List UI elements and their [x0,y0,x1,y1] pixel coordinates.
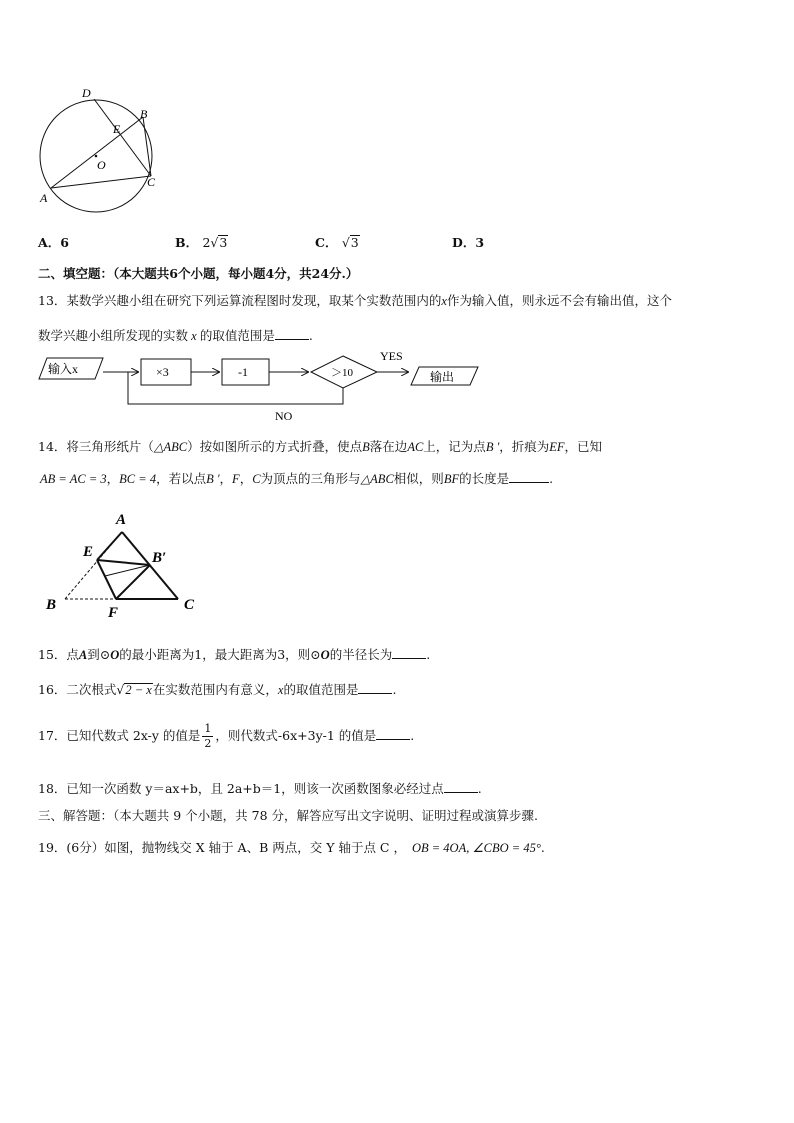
label-e: E [113,122,121,136]
answer-blank[interactable] [358,681,392,694]
q13-line1: 13．某数学兴趣小组在研究下列运算流程图时发现，取某个实数范围内的x作为输入值，则永远不会有输出值，这个 [38,293,672,308]
label-f: F [108,605,119,620]
label-b-prime: B′ [152,550,167,566]
label-o: O [97,158,106,172]
section-3-title: 三、解答题：（本大题共 9 个小题，共 78 分，解答应写出文字说明、证明过程或演算步骤. [38,808,538,823]
option-c: C． √3 [315,235,359,250]
answer-blank[interactable] [392,646,426,659]
label-c: C [184,597,195,613]
flow-no: NO [275,409,293,423]
flow-condition: ＞10 [331,367,353,379]
label-d: D [82,86,91,100]
answer-blank[interactable] [376,727,410,740]
section-2-title: 二、填空题：（本大题共6个小题，每小题4分，共24分.） [38,266,359,281]
answer-blank[interactable] [444,780,478,793]
label-b: B [140,107,148,121]
label-a: A [40,191,48,205]
q19: 19．(6分）如图，抛物线交 X 轴于 A、B 两点，交 Y 轴于点 C ， OB = 4OA, ∠CBO = 45°. [38,840,545,855]
option-a: A．6 [38,235,69,250]
label-c: C [147,175,156,189]
triangle-figure [38,508,208,620]
q13-line2: 数学兴趣小组所发现的实数 x 的取值范围是 . [38,328,313,343]
q15: 15．点A到⊙O的最小距离为1，最大距离为3，则⊙O的半径长为 . [38,647,431,662]
flow-times3: ×3 [156,365,169,379]
label-e: E [83,544,94,560]
q14-line1: 14．将三角形纸片（△ABC）按如图所示的方式折叠，使点B落在边AC上，记为点B '，折痕为EF，已知 [38,439,603,454]
flow-yes: YES [380,349,403,363]
flow-output: 输出 [430,370,455,384]
q18: 18．已知一次函数 y＝ax+b，且 2a+b＝1，则该一次函数图象必经过点 . [38,781,482,796]
circle-figure [30,80,170,215]
q14-line2: AB = AC = 3，BC = 4，若以点B '，F，C为顶点的三角形与△ABC相似，则BF的长度是 . [40,471,554,486]
answer-blank[interactable] [275,327,309,340]
option-d: D．3 [452,235,485,250]
fraction: $\frac{1}{2}$ [204,722,212,750]
q17: 17．已知代数式 2x-y 的值是 $\frac{1}{2}$ ，则代数式-6x+3y-1 的值是 . [38,722,415,750]
q16: 16．二次根式√2 − x在实数范围内有意义，x的取值范围是 . [38,682,397,697]
label-b: B [46,597,57,613]
answer-blank[interactable] [509,470,549,483]
option-b: B． 2√3 [175,235,228,250]
flow-minus1: -1 [238,365,248,379]
flowchart [35,348,485,426]
label-a: A [116,512,127,528]
flow-input: 输入x [48,362,79,376]
